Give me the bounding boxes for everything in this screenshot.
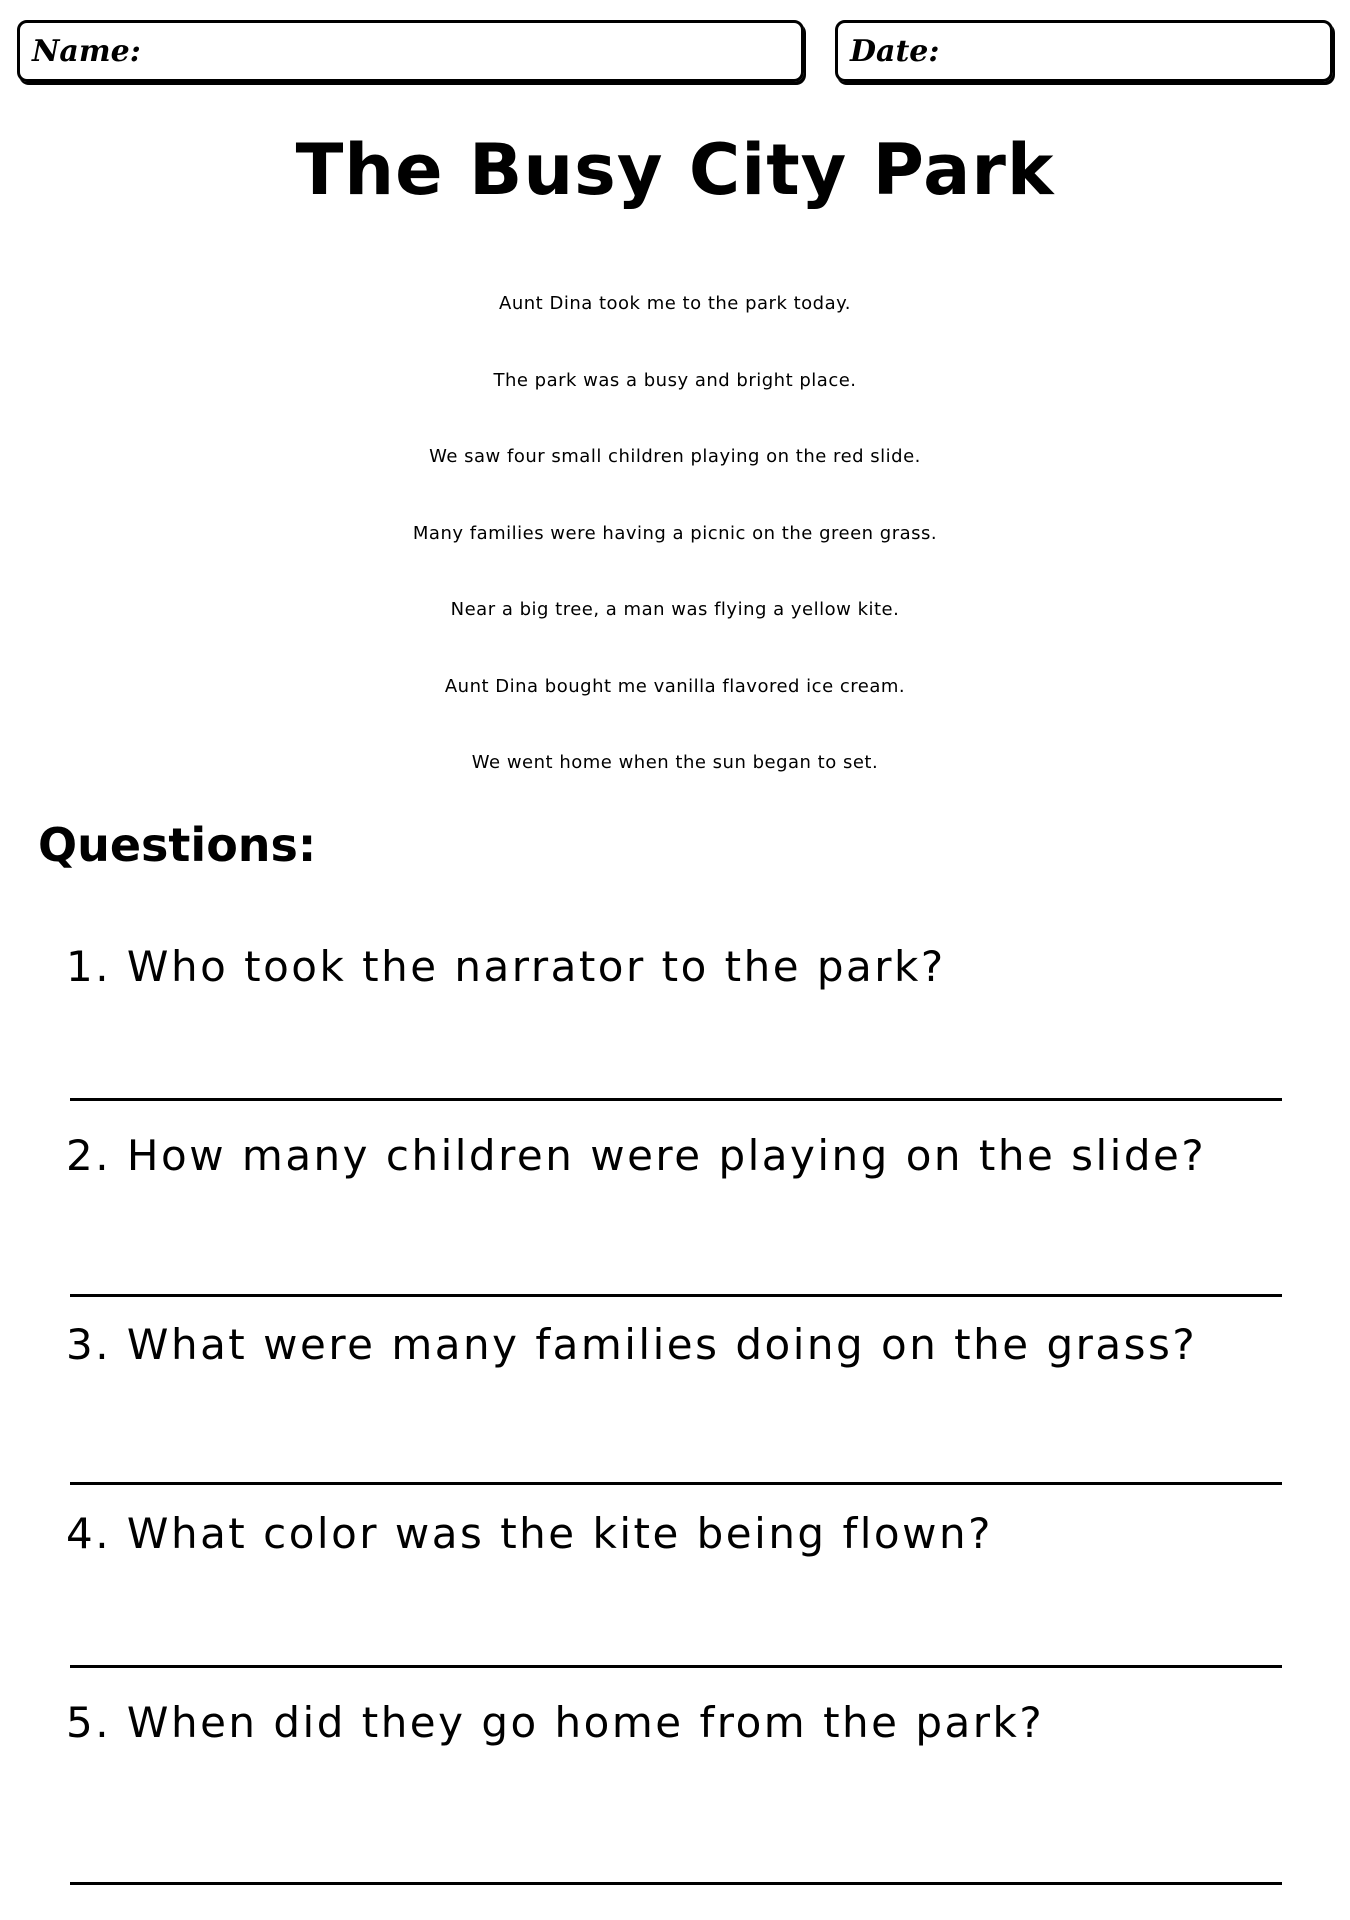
answer-line-2[interactable] <box>70 1294 1282 1297</box>
answer-line-5[interactable] <box>70 1882 1282 1885</box>
answer-line-1[interactable] <box>70 1098 1282 1101</box>
story-line: Aunt Dina took me to the park today. <box>499 293 851 314</box>
story-line: Aunt Dina bought me vanilla flavored ice cream. <box>444 675 906 697</box>
name-field[interactable] <box>17 20 804 82</box>
question-4: 4. What color was the kite being flown? <box>66 1509 993 1558</box>
date-field[interactable] <box>835 20 1333 82</box>
question-2: 2. How many children were playing on the slide? <box>66 1131 1207 1180</box>
story-line: We saw four small children playing on the red slide. <box>429 446 921 467</box>
date-label: Date: <box>850 34 940 69</box>
story-line: The park was a busy and bright place. <box>493 369 857 391</box>
questions-heading: Questions: <box>38 818 317 872</box>
answer-line-3[interactable] <box>70 1482 1282 1485</box>
story-line: Many families were having a picnic on the green grass. <box>412 522 938 544</box>
story-line: Near a big tree, a man was flying a yellow kite. <box>450 599 900 620</box>
answer-line-4[interactable] <box>70 1665 1282 1668</box>
worksheet-title: The Busy City Park <box>295 129 1055 211</box>
story-line: We went home when the sun began to set. <box>471 752 879 773</box>
question-5: 5. When did they go home from the park? <box>66 1698 1045 1747</box>
story-passage <box>0 266 1350 802</box>
name-label: Name: <box>32 34 141 69</box>
question-1: 1. Who took the narrator to the park? <box>66 942 946 991</box>
question-3: 3. What were many families doing on the grass? <box>66 1320 1198 1369</box>
